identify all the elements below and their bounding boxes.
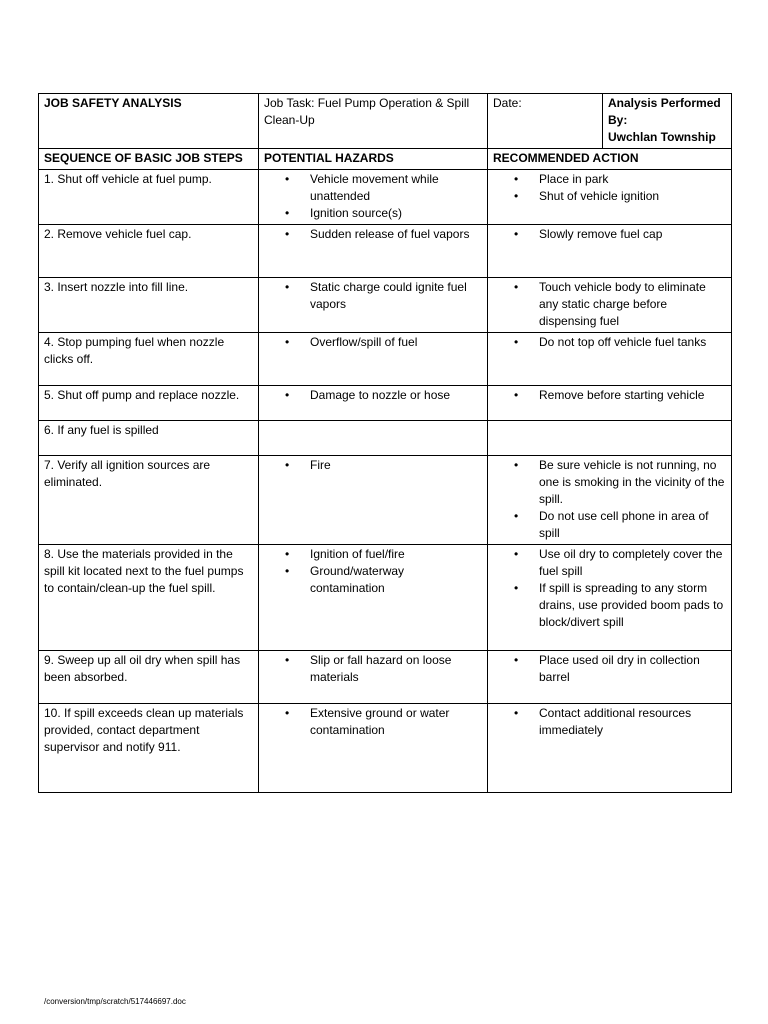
action-item: • Do not top off vehicle fuel tanks <box>493 334 726 351</box>
hazards-cell <box>259 333 488 386</box>
job-step: 3. Insert nozzle into fill line. <box>39 278 259 333</box>
hazards-cell <box>259 545 488 651</box>
actions-list <box>493 334 726 351</box>
actions-cell <box>488 545 732 651</box>
job-step: 4. Stop pumping fuel when nozzle clicks off. <box>39 333 259 386</box>
table-row <box>39 225 732 278</box>
actions-list <box>493 279 726 330</box>
action-item: • Slowly remove fuel cap <box>493 226 726 243</box>
table-row <box>39 170 732 225</box>
hazard-item: • Fire <box>264 457 482 474</box>
action-item: • Use oil dry to completely cover the fuel spill <box>493 546 726 580</box>
hazard-item: • Sudden release of fuel vapors <box>264 226 482 243</box>
job-safety-analysis-table <box>38 93 732 793</box>
file-path-footer: /conversion/tmp/scratch/517446697.doc <box>44 997 186 1006</box>
hazards-cell <box>259 456 488 545</box>
column-header-actions: RECOMMENDED ACTION <box>488 149 732 170</box>
date-label: Date: <box>488 94 603 149</box>
hazards-cell <box>259 170 488 225</box>
table-row <box>39 421 732 456</box>
hazard-item: • Slip or fall hazard on loose materials <box>264 652 482 686</box>
hazard-item: • Overflow/spill of fuel <box>264 334 482 351</box>
hazards-list <box>264 279 482 313</box>
job-task: Job Task: Fuel Pump Operation & Spill Clean-Up <box>259 94 488 149</box>
actions-cell <box>488 278 732 333</box>
job-step: 10. If spill exceeds clean up materials provided, contact department supervisor and notify 911. <box>39 704 259 793</box>
actions-cell <box>488 225 732 278</box>
hazards-list <box>264 226 482 243</box>
job-step: 7. Verify all ignition sources are eliminated. <box>39 456 259 545</box>
action-item: • Place used oil dry in collection barrel <box>493 652 726 686</box>
hazard-item: • Damage to nozzle or hose <box>264 387 482 404</box>
hazards-list <box>264 546 482 597</box>
job-step: 5. Shut off pump and replace nozzle. <box>39 386 259 421</box>
actions-list <box>493 171 726 205</box>
table-row <box>39 386 732 421</box>
table-row <box>39 333 732 386</box>
hazards-list <box>264 705 482 739</box>
action-item: • If spill is spreading to any storm drains, use provided boom pads to block/divert spill <box>493 580 726 631</box>
hazard-item: • Ground/waterway contamination <box>264 563 482 597</box>
action-item: • Touch vehicle body to eliminate any static charge before dispensing fuel <box>493 279 726 330</box>
hazards-list <box>264 387 482 404</box>
hazard-item: • Ignition source(s) <box>264 205 482 222</box>
job-step: 6. If any fuel is spilled <box>39 421 259 456</box>
hazards-cell <box>259 704 488 793</box>
column-header-hazards: POTENTIAL HAZARDS <box>259 149 488 170</box>
analysis-performed-by <box>603 94 732 149</box>
hazards-list <box>264 652 482 686</box>
hazard-item: • Extensive ground or water contamination <box>264 705 482 739</box>
document-title: JOB SAFETY ANALYSIS <box>39 94 259 149</box>
actions-cell <box>488 170 732 225</box>
job-step: 8. Use the materials provided in the spill kit located next to the fuel pumps to contain/clean-up the fuel spill. <box>39 545 259 651</box>
hazards-cell <box>259 651 488 704</box>
column-header-row <box>39 149 732 170</box>
action-item: • Be sure vehicle is not running, no one is smoking in the vicinity of the spill. <box>493 457 726 508</box>
table-row <box>39 456 732 545</box>
actions-cell <box>488 386 732 421</box>
action-item: • Shut of vehicle ignition <box>493 188 726 205</box>
actions-list <box>493 387 726 404</box>
hazards-list <box>264 457 482 474</box>
hazard-item: • Static charge could ignite fuel vapors <box>264 279 482 313</box>
table-row <box>39 278 732 333</box>
actions-cell <box>488 704 732 793</box>
actions-cell <box>488 421 732 456</box>
hazards-cell <box>259 278 488 333</box>
performed-by-value: Uwchlan Township <box>608 130 716 144</box>
hazards-cell <box>259 386 488 421</box>
job-step: 9. Sweep up all oil dry when spill has been absorbed. <box>39 651 259 704</box>
hazard-item: • Vehicle movement while unattended <box>264 171 482 205</box>
hazards-list <box>264 334 482 351</box>
table-row <box>39 704 732 793</box>
hazard-item: • Ignition of fuel/fire <box>264 546 482 563</box>
actions-list <box>493 546 726 631</box>
header-row <box>39 94 732 149</box>
table-row <box>39 545 732 651</box>
performed-by-label: Analysis Performed By: <box>608 96 721 127</box>
hazards-list <box>264 171 482 222</box>
actions-list <box>493 457 726 542</box>
actions-cell <box>488 651 732 704</box>
job-step: 1. Shut off vehicle at fuel pump. <box>39 170 259 225</box>
actions-list <box>493 226 726 243</box>
action-item: • Do not use cell phone in area of spill <box>493 508 726 542</box>
actions-list <box>493 705 726 739</box>
column-header-steps: SEQUENCE OF BASIC JOB STEPS <box>39 149 259 170</box>
hazards-cell <box>259 225 488 278</box>
action-item: • Remove before starting vehicle <box>493 387 726 404</box>
actions-list <box>493 652 726 686</box>
action-item: • Place in park <box>493 171 726 188</box>
actions-cell <box>488 456 732 545</box>
job-steps-body <box>39 170 732 793</box>
hazards-cell <box>259 421 488 456</box>
actions-cell <box>488 333 732 386</box>
action-item: • Contact additional resources immediately <box>493 705 726 739</box>
job-step: 2. Remove vehicle fuel cap. <box>39 225 259 278</box>
table-row <box>39 651 732 704</box>
